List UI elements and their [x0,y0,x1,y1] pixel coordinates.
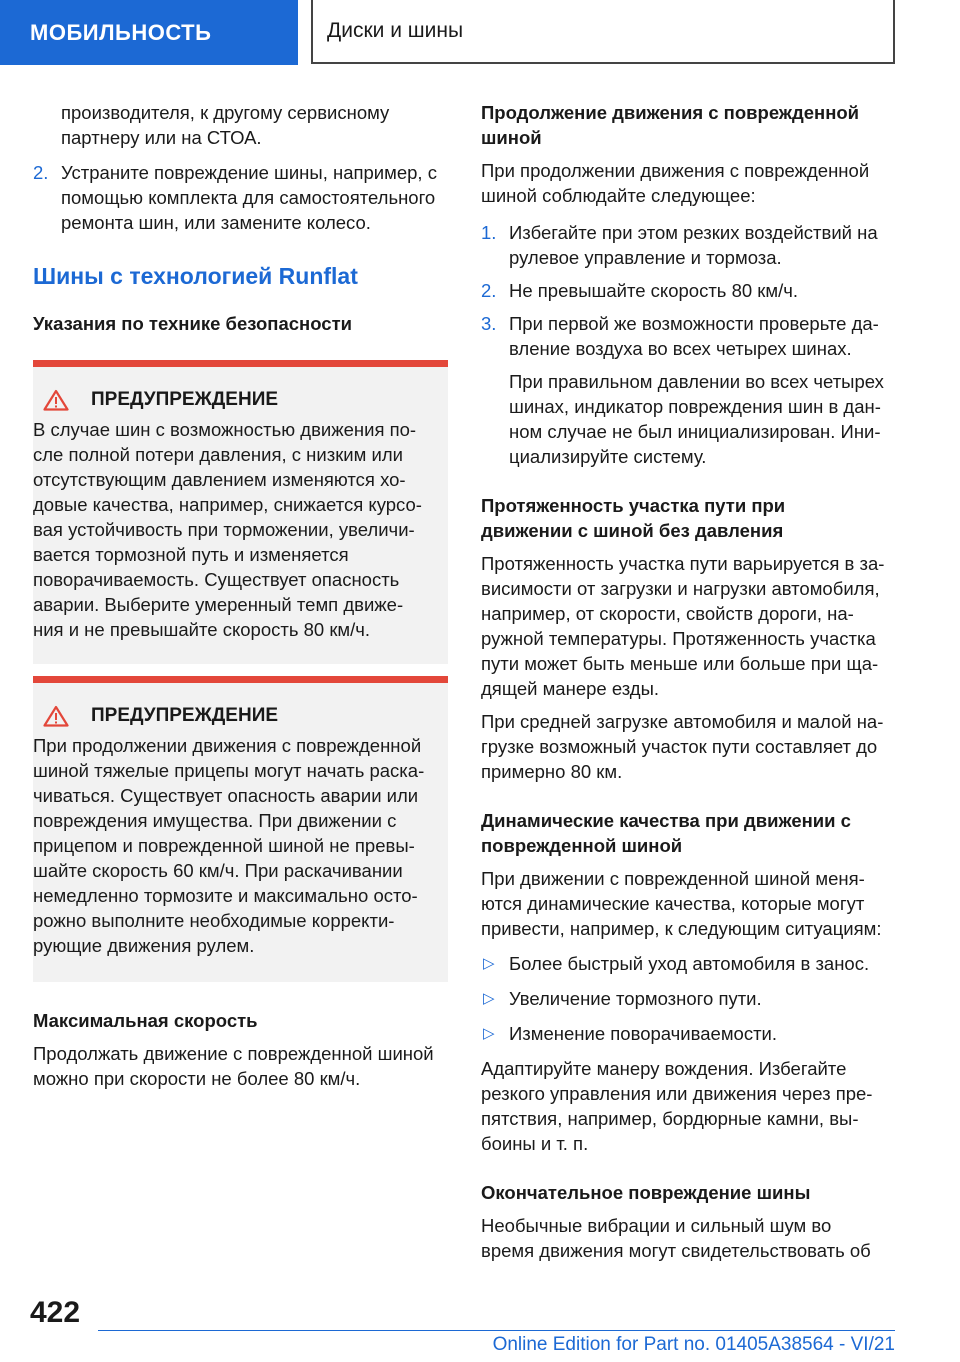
warning-title-text: ПРЕДУПРЕЖДЕНИЕ [91,389,279,410]
right-column [481,100,901,1263]
text-line: висимости от загрузки и нагрузки автомобиля, [481,578,880,599]
text-line: боины и т. п. [481,1133,589,1154]
warning-text [33,733,440,958]
warning-line: аварии. Выберите умеренный темп движе- [33,594,404,615]
heading-max-speed: Максимальная скорость [33,1010,258,1031]
warning-line: прицепом и поврежденной шиной не превы- [33,835,415,856]
list-item-text: ремонта шин, или замените колесо. [61,212,371,233]
heading-distance: движении с шиной без давления [481,520,784,541]
warning-line: вая устойчивость при торможении, увеличи- [33,519,415,540]
list-item [481,220,901,270]
warning-box [33,676,448,982]
page-number: 422 [30,1296,81,1329]
warning-line: шиной тяжелые прицепы могут начать раска- [33,760,425,781]
bullet-text: Увеличение тормозного пути. [509,988,762,1009]
paragraph: шиной соблюдайте следующее: [481,185,756,206]
section-tab: МОБИЛЬНОСТЬ [0,0,298,65]
text-line: Протяженность участка пути варьируется в за- [481,553,885,574]
footer-edition: Online Edition for Part no. 01405A38564 - VI/21 [492,1334,895,1355]
text-line: примерно 80 км. [481,761,623,782]
text-line: ются динамические качества, которые могут [481,893,865,914]
warning-line: сле полной потери давления, с низким или [33,444,403,465]
bullet-item [481,951,901,976]
list-number: 2. [481,280,497,301]
list-item-text: Избегайте при этом резких воздействий на [509,222,878,243]
list-item-note [481,369,901,469]
warning-title-text: ПРЕДУПРЕЖДЕНИЕ [91,705,279,726]
warning-title [33,703,440,729]
list-item-text: рулевое управление и тормоза. [509,247,782,268]
list-item-text: При первой же возможности проверьте да- [509,313,879,334]
text-line: время движения могут свидетельствовать об [481,1240,871,1261]
paragraph: Продолжать движение с поврежденной шиной [33,1043,434,1064]
warning-title [33,387,440,413]
heading-safety: Указания по технике безопасности [33,313,352,334]
continued-text: производителя, к другому сервисному [61,102,390,123]
paragraph [481,1056,901,1156]
bullet-item [481,986,901,1011]
text-line: грузке возможный участок пути составляет до [481,736,878,757]
left-column [33,100,448,1091]
list-item-text: вление воздуха во всех четырех шинах. [509,338,852,359]
note-line: ном случае не был инициализирован. Ини- [509,421,881,442]
paragraph [481,709,901,784]
note-line: При правильном давлении во всех четырех [509,371,884,392]
list-item-text: Не превышайте скорость 80 км/ч. [509,280,799,301]
list-item [481,311,901,361]
note-line: шинах, индикатор повреждения шин в дан- [509,396,881,417]
list-item [481,278,901,303]
warning-line: отсутствующим давлением изменяются хо- [33,469,406,490]
bullet-item [481,1021,901,1046]
warning-line: рожно выполните необходимые корректи- [33,910,395,931]
warning-line: шайте скорость 60 км/ч. При раскачивании [33,860,403,881]
paragraph [481,551,901,701]
warning-triangle-icon [43,389,69,411]
continued-text: партнеру или на СТОА. [61,127,262,148]
list-item [33,160,448,235]
paragraph [481,1213,901,1263]
chapter-title: Диски и шины [311,0,895,64]
warning-box [33,360,448,664]
list-number: 3. [481,313,497,334]
warning-line: вается тормозной путь и изменяется [33,544,349,565]
text-line: пути может быть меньше или больше при ща- [481,653,879,674]
text-line: дящей манере езды. [481,678,660,699]
paragraph [481,866,901,941]
text-line: Необычные вибрации и сильный шум во [481,1215,832,1236]
list-item-text: Устраните повреждение шины, например, с [61,162,437,183]
triangle-bullet-icon: ▷ [483,955,495,972]
text-line: резкого управления или движения через пре- [481,1083,873,1104]
heading-final-damage: Окончательное повреждение шины [481,1182,811,1203]
note-line: циализируйте систему. [509,446,707,467]
warning-line: При продолжении движения с поврежденной [33,735,422,756]
warning-triangle-icon [43,705,69,727]
warning-line: поворачиваемость. Существует опасность [33,569,400,590]
text-line: При движении с поврежденной шиной меня- [481,868,865,889]
warning-line: немедленно тормозите и максимально осто- [33,885,418,906]
warning-line: рующие движения рулем. [33,935,255,956]
warning-line: В случае шин с возможностью движения по- [33,419,417,440]
warning-line: повреждения имущества. При движении с [33,810,397,831]
warning-line: ния и не превышайте скорость 80 км/ч. [33,619,371,640]
warning-text [33,417,440,642]
text-line: пятствия, например, бордюрные камни, вы- [481,1108,859,1129]
text-line: При средней загрузке автомобиля и малой на- [481,711,884,732]
text-line: ружной температуры. Протяженность участка [481,628,876,649]
paragraph: При продолжении движения с поврежденной [481,160,870,181]
triangle-bullet-icon: ▷ [483,1025,495,1042]
bullet-text: Более быстрый уход автомобиля в занос. [509,953,870,974]
text-line: например, от скорости, свойств дороги, на- [481,603,854,624]
heading-continue-driving: шиной [481,127,542,148]
heading-runflat: Шины с технологией Runflat [33,263,358,289]
heading-distance: Протяженность участка пути при [481,495,786,516]
triangle-bullet-icon: ▷ [483,990,495,1007]
footer-divider [98,1330,895,1331]
list-item-text: помощью комплекта для самостоятельного [61,187,436,208]
warning-line: довые качества, например, снижается курсо- [33,494,422,515]
heading-dynamics: поврежденной шиной [481,835,683,856]
text-line: Адаптируйте манеру вождения. Избегайте [481,1058,847,1079]
bullet-text: Изменение поворачиваемости. [509,1023,778,1044]
list-number: 1. [481,222,497,243]
text-line: привести, например, к следующим ситуациям: [481,918,882,939]
heading-dynamics: Динамические качества при движении с [481,810,851,831]
warning-line: чиваться. Существует опасность аварии или [33,785,419,806]
paragraph: можно при скорости не более 80 км/ч. [33,1068,361,1089]
list-number: 2. [33,162,49,183]
heading-continue-driving: Продолжение движения с поврежденной [481,102,860,123]
